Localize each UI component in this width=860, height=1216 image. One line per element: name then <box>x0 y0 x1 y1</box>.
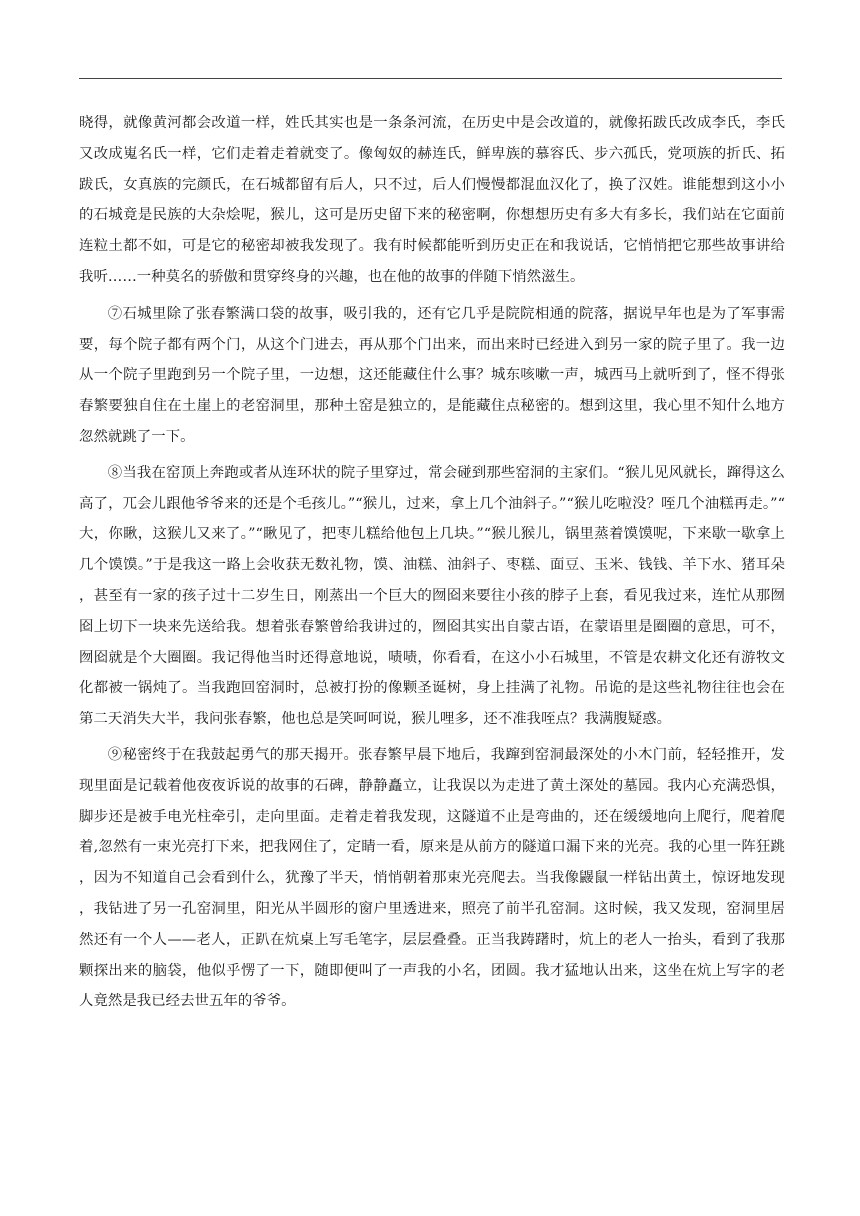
header-rule <box>79 78 782 79</box>
paragraph-9: ⑨秘密终于在我鼓起勇气的那天揭开。张春繁早晨下地后，我蹿到窑洞最深处的小木门前，轻轻推开，发现里面是记载着他夜夜诉说的故事的石碑，静静矗立，让我误以为走进了黄土深处的墓园。我内心充满恐惧，脚步还是被手电光柱牵引，走向里面。走着走着我发现，这隧道不止是弯曲的，还在缓缓地向上爬行，爬着爬着,忽然有一束光亮打下来，把我网住了，定睛一看，原来是从前方的隧道口漏下来的光亮。我的心里一阵狂跳，因为不知道自己会看到什么，犹豫了半天，悄悄朝着那束光亮爬去。当我像鼹鼠一样钻出黄土，惊讶地发现，我钻进了另一孔窑洞里，阳光从半圆形的窗户里透进来，照亮了前半孔窑洞。这时候，我又发现，窑洞里居然还有一个人——老人，正趴在炕桌上写毛笔字，层层叠叠。正当我踌躇时，炕上的老人一抬头，看到了我那颗探出来的脑袋，他似乎愣了一下，随即便叫了一声我的小名，团圆。我才猛地认出来，这坐在炕上写字的老人竟然是我已经去世五年的爷爷。 <box>79 746 785 1010</box>
paragraph-8: ⑧当我在窑顶上奔跑或者从连环状的院子里穿过，常会碰到那些窑洞的主家们。“猴儿见风就长，蹿得这么高了，兀会儿跟他爷爷来的还是个毛孩儿。”“猴儿，过来，拿上几个油斜子。”“猴儿吃啦没？咥几个油糕再走。”“大，你瞅，这猴儿又来了。”“瞅见了，把枣儿糕给他包上几块。”“猴儿猴儿，锅里蒸着馍馍呢，下来歇一歇拿上几个馍馍。”于是我这一路上会收获无数礼物，馍、油糕、油斜子、枣糕、面豆、玉米、钱钱、羊下水、猪耳朵，甚至有一家的孩子过十二岁生日，刚蒸出一个巨大的囫囵来要往小孩的脖子上套，看见我过来，连忙从那囫囵上切下一块来先送给我。想着张春繁曾给我讲过的，囫囵其实出自蒙古语，在蒙语里是圈圈的意思，可不，囫囵就是个大圈圈。我记得他当时还得意地说，啧啧，你看看，在这小小石城里，不管是农耕文化还有游牧文化都被一锅炖了。当我跑回窑洞时，总被打扮的像颗圣诞树，身上挂满了礼物。吊诡的是这些礼物往往也会在第二天消失大半，我问张春繁，他也总是笑呵呵说，猴儿哩多，还不准我咥点？我满腹疑惑。 <box>79 464 785 728</box>
paragraph-7: ⑦石城里除了张春繁满口袋的故事，吸引我的，还有它几乎是院院相通的院落，据说早年也是为了军事需要，每个院子都有两个门，从这个门进去，再从那个门出来，而出来时已经进入到另一家的院子里了。我一边从一个院子里跑到另一个院子里，一边想，这还能藏住什么事？城东咳嗽一声，城西马上就听到了，怪不得张春繁要独自住在土崖上的老窑洞里，那种土窑是独立的，是能藏住点秘密的。想到这里，我心里不知什么地方忽然就跳了一下。 <box>79 305 785 445</box>
article-body <box>79 108 785 1022</box>
paragraph-continuation: 晓得，就像黄河都会改道一样，姓氏其实也是一条条河流，在历史中是会改道的，就像拓跋氏改成李氏，李氏又改成嵬名氏一样，它们走着走着就变了。像匈奴的赫连氏，鲜卑族的慕容氏、步六孤氏，党项族的折氏、拓跋氏，女真族的完颜氏，在石城都留有后人，只不过，后人们慢慢都混血汉化了，换了汉姓。谁能想到这小小的石城竟是民族的大杂烩呢，猴儿，这可是历史留下来的秘密啊，你想想历史有多大有多长，我们站在它面前连粒土都不如，可是它的秘密却被我发现了。我有时候都能听到历史正在和我说话，它悄悄把它那些故事讲给我听……一种莫名的骄傲和贯穿终身的兴趣，也在他的故事的伴随下悄然滋生。 <box>79 115 785 285</box>
